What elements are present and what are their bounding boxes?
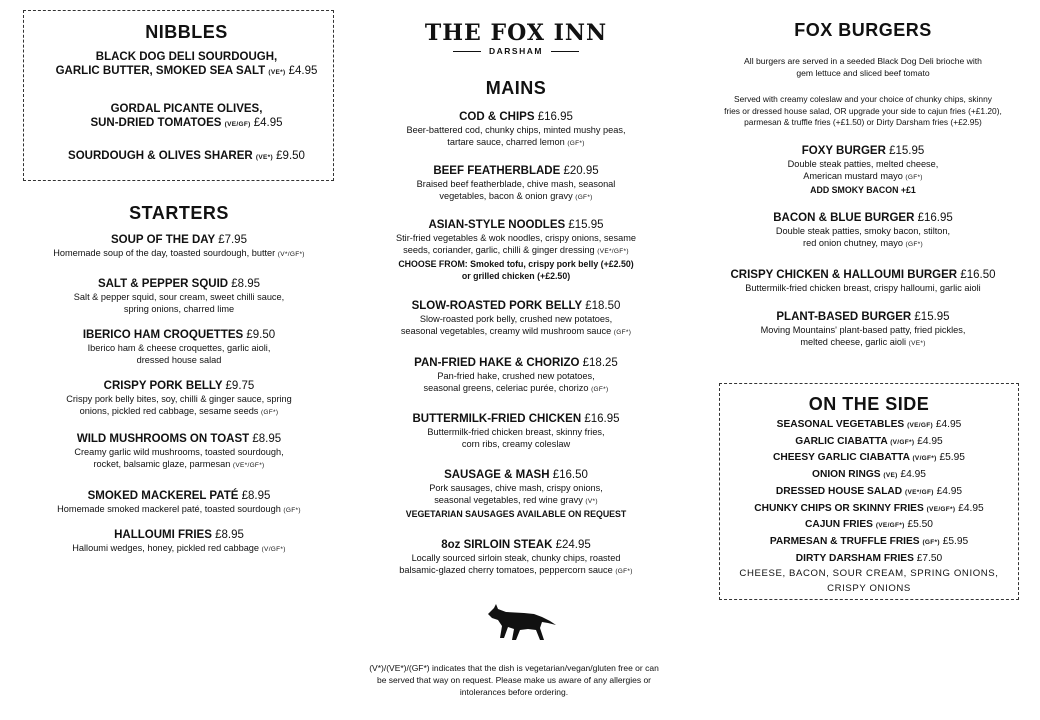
menu-item [354,412,678,450]
menu-item [690,144,1036,196]
item-name: PARMESAN & TRUFFLE FRIES [769,535,920,547]
item-price: £4.95 [900,469,926,481]
menu-item [354,164,678,204]
item-desc: American mustard mayo [803,171,903,181]
burger-sides-intro [690,94,1036,129]
item-name: CRISPY PORK BELLY [103,380,223,392]
item-desc: Locally sourced sirloin steak, chunky chips, roasted [411,553,621,563]
diet-tag: (VE/GF*) [875,522,905,530]
burgers-title: FOX BURGERS [794,20,932,40]
item-price: £5.50 [907,519,933,531]
item-name: IBERICO HAM CROQUETTES [82,329,244,341]
footer-line: be served that way on request. Please make us aware of any allergies or [376,675,652,685]
diet-tag: (V/GF*) [912,455,937,463]
item-desc: Beer-battered cod, chunky chips, minted mushy peas, [406,125,626,135]
item-name: BACON & BLUE BURGER [773,212,915,224]
item-desc: Pork sausages, chive mash, crispy onions, [429,483,603,493]
menu-item [14,489,344,517]
item-desc: Crispy pork belly bites, soy, chilli & ginger sauce, spring [66,394,292,404]
diet-tag: (GF*) [260,409,279,416]
menu-item [14,379,344,419]
brand-name: THE FOX INN [424,20,608,46]
diet-tag: (VE*/GF*) [232,462,265,469]
nibbles-title: NIBBLES [145,22,228,42]
item-desc: balsamic-glazed cherry tomatoes, peppercorn sauce [399,565,613,575]
item-price: £16.50 [552,469,588,481]
location-label: DARSHAM [489,46,543,56]
item-desc: Creamy garlic wild mushrooms, toasted sourdough, [74,447,284,457]
side-item [720,450,1018,467]
diet-tag: (GF*) [575,194,593,201]
item-price: £18.25 [582,357,618,369]
allergen-footer [340,662,688,698]
item-name: CHUNKY CHIPS OR SKINNY FRIES [754,502,924,514]
item-desc: Double steak patties, melted cheese, [787,159,939,169]
intro-line: Served with creamy coleslaw and your choice of chunky chips, skinny [734,94,992,104]
item-desc: vegetables, bacon & onion gravy [439,191,573,201]
diet-tag: (GF*) [905,174,923,181]
side-item [720,517,1018,534]
item-price: £16.95 [584,413,620,425]
item-name: COD & CHIPS [459,111,535,123]
item-name: SAUSAGE & MASH [444,469,550,481]
item-price: £8.95 [231,278,261,290]
menu-item [354,538,678,578]
item-name: PLANT-BASED BURGER [776,311,912,323]
item-name: SEASONAL VEGETABLES [776,419,905,430]
menu-item [14,233,344,261]
item-desc: Slow-roasted pork belly, crushed new potatoes, [419,314,613,324]
diet-tag: (GF*) [613,329,632,336]
menu-item [690,211,1036,251]
menu-item [690,268,1036,294]
item-price: £16.95 [537,111,573,123]
item-name: FOXY BURGER [801,145,886,157]
item-price: £4.95 [958,502,984,514]
menu-item [354,218,678,282]
item-name: ONION RINGS [812,469,881,481]
diet-tag: (VE*/GF*) [597,248,629,255]
item-price: £9.75 [225,380,255,392]
item-name: PAN-FRIED HAKE & CHORIZO [414,357,580,369]
item-note: CHOOSE FROM: Smoked tofu, crispy pork belly (+£2.50) [398,259,634,269]
item-desc: Buttermilk-fried chicken breast, crispy halloumi, garlic aioli [745,283,981,293]
diet-tag: (V/GF*) [261,546,286,553]
side-extra: CRISPY ONIONS [827,583,911,595]
divider [453,51,481,52]
item-price: £5.95 [939,452,965,464]
item-price: £18.50 [585,300,621,312]
item-price: £16.50 [960,269,996,281]
menu-item [354,299,678,339]
diet-tag: (VE*/GF) [904,488,934,496]
item-price: £9.50 [246,329,276,341]
diet-tag: (GF*) [922,538,940,546]
item-price: £16.95 [917,212,953,224]
starters-title: STARTERS [129,203,229,223]
menu-item [354,110,678,150]
item-note: ADD SMOKY BACON +£1 [810,185,916,195]
item-desc: spring onions, charred lime [123,304,235,314]
item-price: £8.95 [252,433,282,445]
item-price: £24.95 [555,539,591,551]
diet-tag: (GF*) [567,140,585,147]
menu-item [354,356,678,396]
divider [551,51,579,52]
item-note: or grilled chicken (+£2.50) [461,271,571,281]
item-name: 8oz SIRLOIN STEAK [441,539,553,551]
diet-tag: (GF*) [615,568,633,575]
item-price: £4.95 [253,117,283,129]
item-price: £8.95 [241,490,271,502]
intro-line: All burgers are served in a seeded Black Dog Deli brioche with [744,56,982,66]
item-desc: Salt & pepper squid, sour cream, sweet chilli sauce, [73,292,285,302]
item-price: £7.95 [218,234,247,246]
item-price: £9.50 [276,150,305,162]
nibble-line: GARLIC BUTTER, SMOKED SEA SALT [55,65,266,77]
item-name: SLOW-ROASTED PORK BELLY [411,300,582,312]
nibble-line: SOURDOUGH & OLIVES SHARER [68,150,253,162]
item-desc: corn ribs, creamy coleslaw [461,439,571,449]
item-price: £15.95 [568,219,604,231]
burger-intro [690,56,1036,79]
item-name: SALT & PEPPER SQUID [97,278,229,290]
item-desc: tartare sauce, charred lemon [447,137,565,147]
item-desc: Iberico ham & cheese croquettes, garlic aioli, [87,343,271,353]
diet-tag: (VE/GF) [907,422,933,429]
menu-item [690,310,1036,350]
side-item [720,551,1018,567]
diet-tag: (VE*) [255,154,273,161]
item-desc: seeds, coriander, garlic, chilli & ginger dressing [403,245,595,255]
side-item [720,417,1018,434]
item-desc: seasonal vegetables, creamy wild mushroom sauce [400,326,612,336]
intro-line: fries or dressed house salad, OR upgrade your side to cajun fries (+£1.20), [724,105,1002,116]
item-desc: onions, pickled red cabbage, sesame seeds [79,406,259,416]
item-price: £4.95 [935,419,962,430]
item-desc: Moving Mountains' plant-based patty, fried pickles, [760,325,966,335]
item-desc: Homemade smoked mackerel paté, toasted sourdough [57,504,281,514]
item-price: £15.95 [889,145,925,157]
item-desc: Buttermilk-fried chicken breast, skinny fries, [427,427,605,437]
menu-item [14,277,344,315]
item-name: GARLIC CIABATTA [795,435,888,447]
item-note: VEGETARIAN SAUSAGES AVAILABLE ON REQUEST [405,509,627,519]
item-name: ASIAN-STYLE NOODLES [428,219,566,231]
item-price: £4.95 [288,65,318,77]
item-desc: red onion chutney, mayo [803,238,903,248]
side-extra: CHEESE, BACON, SOUR CREAM, SPRING ONIONS, [739,568,999,580]
diet-tag: (VE*) [268,69,286,76]
item-desc: dressed house salad [136,355,222,365]
item-name: SMOKED MACKEREL PATÉ [87,490,239,502]
item-desc: Stir-fried vegetables & wok noodles, crispy onions, sesame [395,233,636,243]
item-name: DIRTY DARSHAM FRIES [795,552,914,564]
item-price: £8.95 [215,529,244,541]
side-item [720,434,1018,451]
item-desc: Double steak patties, smoky bacon, stilton, [775,226,951,236]
item-name: SOUP OF THE DAY [111,234,215,246]
item-name: CRISPY CHICKEN & HALLOUMI BURGER [730,269,958,281]
sides-box [719,383,1019,600]
intro-line: parmesan & truffle fries (+£1.50) or Dirty Darsham fries (+£2.95) [744,117,982,127]
diet-tag: (GF*) [905,241,923,248]
item-desc: Halloumi wedges, honey, pickled red cabbage [72,543,260,553]
item-name: DRESSED HOUSE SALAD [775,485,903,497]
item-price: £4.95 [917,435,943,447]
footer-line: intolerances before ordering. [459,687,569,697]
item-name: BEEF FEATHERBLADE [433,165,561,177]
side-item [720,467,1018,484]
item-price: £7.50 [916,552,943,564]
item-price: £20.95 [563,165,599,177]
diet-tag: (GF*) [283,507,301,514]
side-item [720,484,1018,501]
nibble-item [23,149,350,165]
item-desc: seasonal vegetables, red wine gravy [434,495,583,505]
diet-tag: (V/GF*) [890,438,915,446]
sides-title: ON THE SIDE [808,394,930,414]
item-price: £15.95 [914,311,950,323]
nibble-item [23,102,350,132]
item-desc: rocket, balsamic glaze, parmesan [93,459,231,469]
menu-item [14,528,344,556]
footer-line: (V*)/(VE*)/(GF*) indicates that the dish is vegetarian/vegan/gluten free or can [369,663,659,673]
diet-tag: (V*/GF*) [277,251,305,258]
item-name: BUTTERMILK-FRIED CHICKEN [412,413,582,425]
side-item [720,501,1018,518]
diet-tag: (V*) [585,498,598,505]
menu-item [354,468,678,520]
menu-item [14,328,344,366]
diet-tag: (VE/GF*) [926,505,956,513]
item-desc: melted cheese, garlic aioli [800,337,907,347]
item-name: CHEESY GARLIC CIABATTA [773,452,910,464]
diet-tag: (VE*) [908,340,926,347]
item-desc: Homemade soup of the day, toasted sourdough, butter [53,248,276,258]
menu-item [14,432,344,472]
item-desc: seasonal greens, celeriac purée, chorizo [423,383,589,393]
item-desc: Braised beef featherblade, chive mash, seasonal [416,179,616,189]
fox-silhouette-icon [484,600,558,644]
intro-line: gem lettuce and sliced beef tomato [796,67,930,78]
diet-tag: (VE) [883,472,898,480]
nibble-line: BLACK DOG DELI SOURDOUGH, [95,51,278,63]
nibble-item [23,50,350,80]
item-desc: Pan-fried hake, crushed new potatoes, [437,371,595,381]
item-price: £5.95 [942,535,969,547]
diet-tag: (VE/GF) [224,121,251,128]
item-name: WILD MUSHROOMS ON TOAST [76,433,250,445]
nibble-line: GORDAL PICANTE OLIVES, [110,103,263,115]
diet-tag: (GF*) [591,386,609,393]
mains-title: MAINS [485,78,547,98]
item-name: HALLOUMI FRIES [114,529,212,541]
brand-location [354,46,678,56]
sides-list [720,417,1018,596]
nibble-line: SUN-DRIED TOMATOES [90,117,222,129]
item-price: £4.95 [936,485,963,497]
side-item [720,534,1018,551]
item-name: CAJUN FRIES [805,519,873,531]
